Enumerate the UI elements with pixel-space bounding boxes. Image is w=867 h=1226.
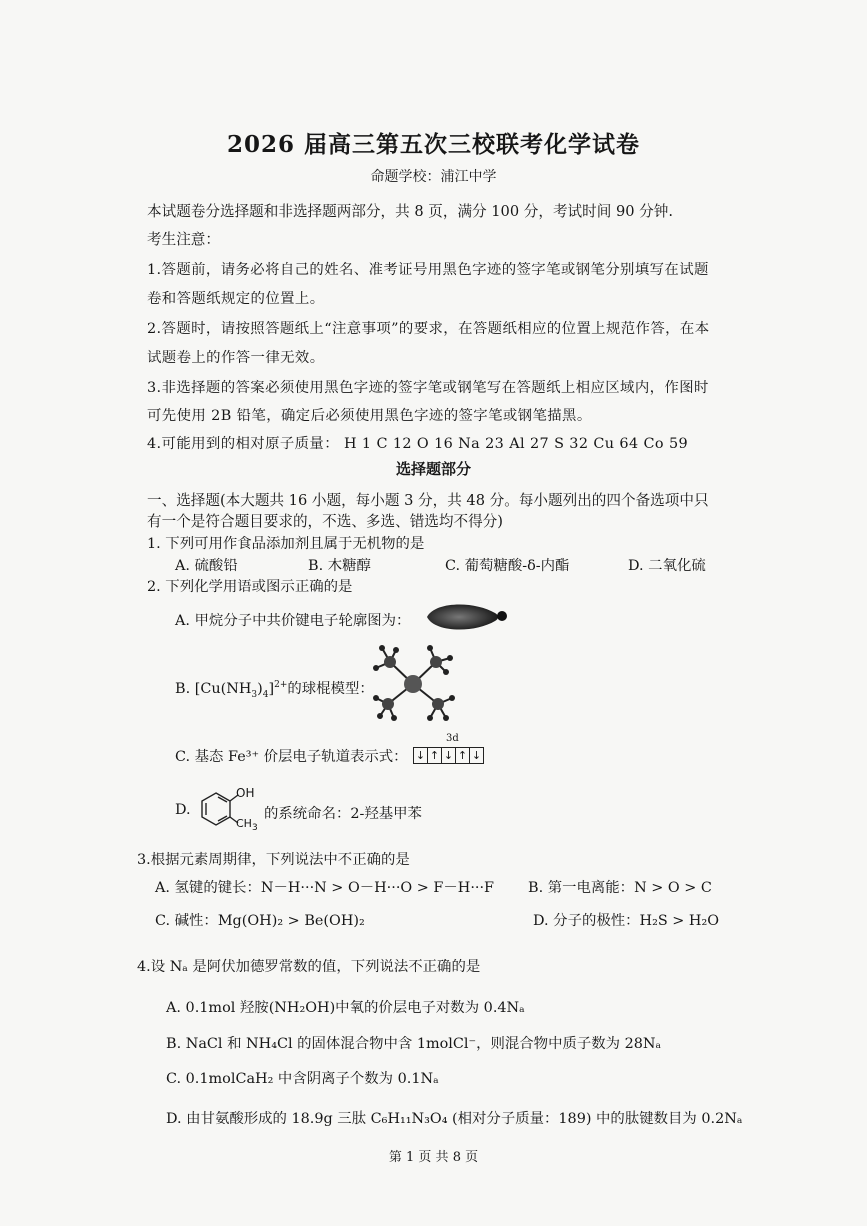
orbital-box: ↓ <box>471 749 482 762</box>
page-footer: 第 1 页 共 8 页 <box>388 1150 479 1165</box>
orbital-box: ↑ <box>456 748 470 763</box>
q3-option-a: A. 氢键的键长：N－H···N > O－H···O > F－H···F <box>155 880 495 896</box>
atomic-masses: 4.可能用到的相对原子质量： H 1 C 12 O 16 Na 23 Al 27 S 32 Cu 64 Co 59 <box>147 436 689 452</box>
electron-cloud-figure <box>425 599 511 635</box>
notice-line: 1.答题前，请务必将自己的姓名、准考证号用黑色字迹的签字笔或钢笔分别填写在试题 <box>147 262 709 278</box>
q2-option-a: A. 甲烷分子中共价键电子轮廓图为： <box>175 613 411 629</box>
notice-line: 3.非选择题的答案必须使用黑色字迹的签字笔或钢笔写在答题纸上相应区域内，作图时 <box>147 380 709 396</box>
q1-option-d: D. 二氧化硫 <box>628 558 706 574</box>
notice-line: 卷和答题纸规定的位置上。 <box>147 291 325 307</box>
hydroxyl-label: OH <box>236 786 255 800</box>
ball-stick-model <box>368 640 468 724</box>
notice-line: 试题卷上的作答一律无效。 <box>147 350 325 366</box>
q2-option-d-label: D. <box>175 802 191 818</box>
q3-stem: 3.根据元素周期律，下列说法中不正确的是 <box>137 852 410 868</box>
orbital-label: 3d <box>446 733 459 744</box>
q3-option-c: C. 碱性：Mg(OH)₂ > Be(OH)₂ <box>155 913 365 929</box>
q1-option-a: A. 硫酸铅 <box>175 558 238 574</box>
q1-option-c: C. 葡萄糖酸-δ-内酯 <box>445 558 570 574</box>
orbital-box: ↓ <box>414 748 428 763</box>
orbital-box: ↑ <box>428 748 442 763</box>
q2-option-c: C. 基态 Fe³⁺ 价层电子轨道表示式： <box>175 749 408 765</box>
q2-option-b: B. $[Cu(NH_3)_4]^{2+}$的球棍模型： <box>175 680 374 700</box>
q3-option-b: B. 第一电离能：N > O > C <box>528 880 712 896</box>
q4-option-c: C. 0.1molCaH₂ 中含阴离子个数为 0.1Nₐ <box>166 1071 439 1087</box>
q4-option-d: D. 由甘氨酸形成的 18.9g 三肽 C₆H₁₁N₃O₄ (相对分子质量：189) 中的肽键数目为 0.2Nₐ <box>166 1111 743 1127</box>
section-title: 选择题部分 <box>395 460 471 478</box>
intro-text: 本试题卷分选择题和非选择题两部分，共 8 页，满分 100 分，考试时间 90 分钟. <box>147 203 673 220</box>
school-subtitle: 命题学校：浦江中学 <box>370 169 497 185</box>
orbital-box: ↓ <box>442 748 456 763</box>
q4-option-b: B. NaCl 和 NH₄Cl 的固体混合物中含 1molCl⁻，则混合物中质子数为 28Nₐ <box>166 1036 662 1052</box>
notice-line: 可先使用 2B 铅笔，确定后必须使用黑色字迹的签字笔或钢笔描黑。 <box>147 408 592 424</box>
page-title: 2026 届高三第五次三校联考化学试卷 <box>226 131 641 158</box>
methyl-label: $CH_3$ <box>236 817 258 834</box>
q1-option-b: B. 木糖醇 <box>308 558 371 574</box>
q2-stem: 2. 下列化学用语或图示正确的是 <box>147 579 353 595</box>
q4-stem: 4.设 Nₐ 是阿伏加德罗常数的值，下列说法不正确的是 <box>137 959 481 975</box>
q1-stem: 1. 下列可用作食品添加剂且属于无机物的是 <box>147 536 425 552</box>
notice-heading: 考生注意： <box>147 231 220 248</box>
notice-line: 2.答题时，请按照答题纸上“注意事项”的要求，在答题纸相应的位置上规范作答，在本 <box>147 321 710 337</box>
q3-option-d: D. 分子的极性：H₂S > H₂O <box>533 913 720 929</box>
part-intro-line: 一、选择题(本大题共 16 小题，每小题 3 分，共 48 分。每小题列出的四个备选项中只 <box>147 492 709 509</box>
q2-option-d: 的系统命名：2-羟基甲苯 <box>264 806 422 822</box>
part-intro-line: 有一个是符合题目要求的，不选、多选、错选均不得分) <box>147 513 503 530</box>
q4-option-a: A. 0.1mol 羟胺(NH₂OH)中氧的价层电子对数为 0.4Nₐ <box>166 1000 525 1016</box>
orbital-diagram <box>413 747 484 764</box>
